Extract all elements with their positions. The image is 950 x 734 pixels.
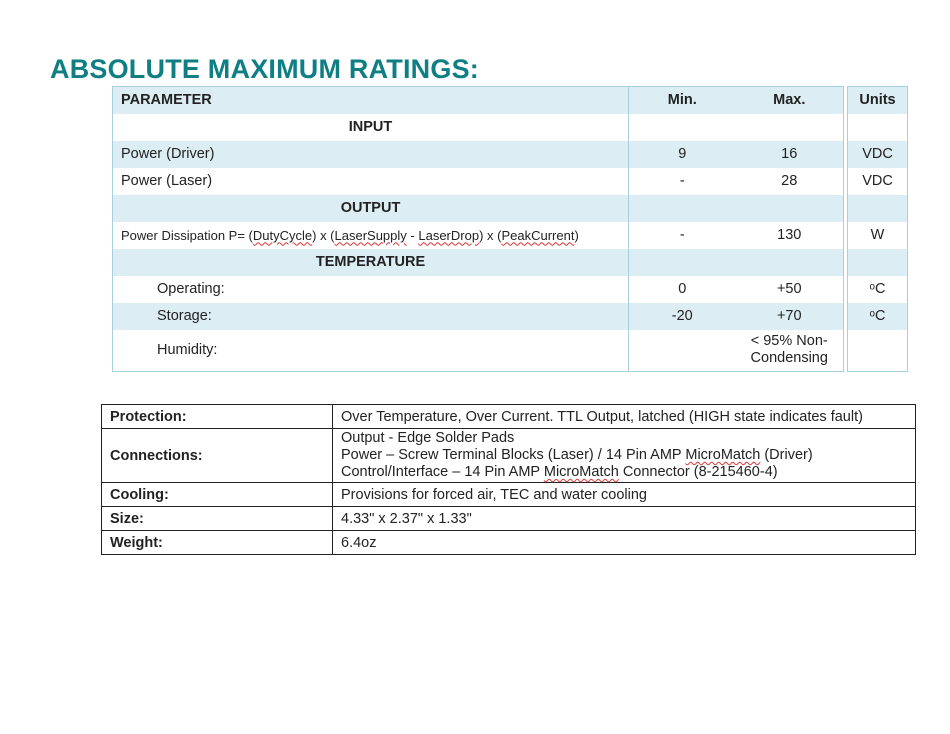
value-cooling: Provisions for forced air, TEC and water cooling <box>333 483 916 507</box>
formula-laser-supply: LaserSupply <box>334 227 407 243</box>
ratings-header-row <box>113 87 908 114</box>
label-cooling: Cooling: <box>102 483 333 507</box>
value-weight: 6.4oz <box>333 531 916 555</box>
section-input: INPUT <box>113 114 629 141</box>
page-title: ABSOLUTE MAXIMUM RATINGS: <box>50 54 479 84</box>
table-row <box>113 276 908 303</box>
header-units: Units <box>848 87 908 114</box>
connections-line2b: MicroMatch <box>685 447 761 463</box>
min-power-laser: - <box>679 173 685 189</box>
header-max: Max. <box>736 87 844 114</box>
param-power-driver: Power (Driver) <box>113 141 629 168</box>
formula-mid2: ) x ( <box>479 227 502 243</box>
max-humidity-line2: Condensing <box>750 350 828 367</box>
max-power-dissipation: 130 <box>736 222 844 249</box>
header-min: Min. <box>629 87 736 114</box>
table-row <box>102 531 916 555</box>
ratings-table <box>112 86 908 372</box>
section-row-output <box>113 195 908 222</box>
label-weight: Weight: <box>102 531 333 555</box>
param-storage: Storage: <box>113 303 629 330</box>
header-parameter: PARAMETER <box>113 87 629 114</box>
section-row-input <box>113 114 908 141</box>
units-power-driver: VDC <box>848 141 908 168</box>
formula-suffix: ) <box>574 227 579 243</box>
section-row-temperature <box>113 249 908 276</box>
param-operating: Operating: <box>113 276 629 303</box>
units-power-laser: VDC <box>848 168 908 195</box>
connections-line3a: Control/Interface – 14 Pin AMP <box>341 464 544 480</box>
table-row <box>102 507 916 531</box>
units-storage: ᵒC <box>848 303 908 330</box>
min-operating: 0 <box>678 281 687 297</box>
formula-peak-current: PeakCurrent <box>501 227 575 243</box>
min-power-driver: 9 <box>629 141 736 168</box>
formula-duty-cycle: DutyCycle <box>252 227 313 243</box>
max-operating: +50 <box>736 276 844 303</box>
specs-table <box>101 404 916 555</box>
units-operating: ᵒC <box>848 276 908 303</box>
table-row <box>113 330 908 372</box>
connections-line1: Output - Edge Solder Pads <box>341 430 515 446</box>
formula-prefix: Power Dissipation P= ( <box>121 227 253 243</box>
connections-line3b: MicroMatch <box>543 464 619 480</box>
max-power-driver: 16 <box>736 141 844 168</box>
connections-line3c: Connector (8-215460-4) <box>618 464 778 480</box>
max-power-laser: 28 <box>736 168 844 195</box>
label-protection: Protection: <box>102 405 333 429</box>
min-power-dissipation: - <box>679 227 685 243</box>
param-power-dissipation <box>113 222 629 249</box>
formula-dash: - <box>406 227 419 243</box>
param-power-laser: Power (Laser) <box>113 168 629 195</box>
max-humidity-line1: < 95% Non- <box>750 333 828 350</box>
table-row <box>102 429 916 483</box>
section-temperature: TEMPERATURE <box>113 249 629 276</box>
value-protection: Over Temperature, Over Current. TTL Output, latched (HIGH state indicates fault) <box>333 405 916 429</box>
connections-line2c: (Driver) <box>760 447 813 463</box>
formula-laser-drop: LaserDrop <box>418 227 480 243</box>
value-connections <box>333 429 916 483</box>
label-connections: Connections: <box>102 429 333 483</box>
connections-line2a: Power – Screw Terminal Blocks (Laser) / 14 Pin AMP <box>341 447 686 463</box>
formula-mid1: ) x ( <box>312 227 335 243</box>
table-row <box>113 222 908 249</box>
table-row <box>102 483 916 507</box>
param-humidity: Humidity: <box>113 330 629 372</box>
table-row <box>113 303 908 330</box>
table-row <box>113 141 908 168</box>
section-output: OUTPUT <box>113 195 629 222</box>
table-row <box>102 405 916 429</box>
min-storage: -20 <box>629 303 736 330</box>
max-storage: +70 <box>736 303 844 330</box>
label-size: Size: <box>102 507 333 531</box>
table-row <box>113 168 908 195</box>
max-humidity <box>736 330 844 372</box>
units-power-dissipation: W <box>848 222 908 249</box>
value-size: 4.33" x 2.37" x 1.33" <box>333 507 916 531</box>
